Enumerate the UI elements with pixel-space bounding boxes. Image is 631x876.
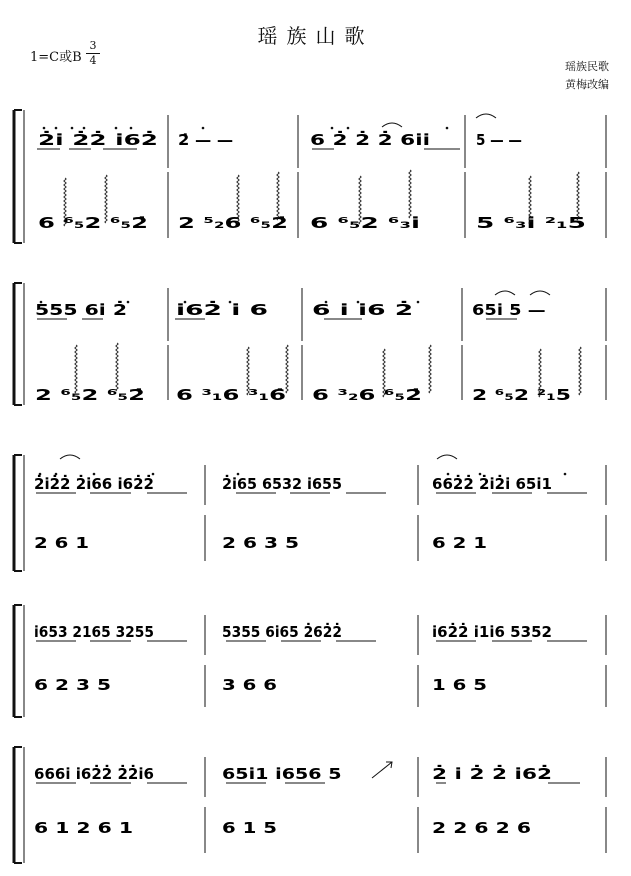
song-title: 瑶族山歌 <box>257 24 374 48</box>
system-1-accomp-measure-1: 6 ⁶₅2 ⁶₅2̇ <box>38 214 148 232</box>
system-2-melody-measure-1: 555 6i̇ 2̇ <box>35 301 103 319</box>
octave-dot-above <box>564 473 567 476</box>
system-4-accomp-measure-1: 6 2 3 5 <box>34 676 111 694</box>
octave-dot-above <box>130 127 133 130</box>
system-1-melody-measure-4: 5 — — <box>476 131 522 149</box>
system-5-accomp-measure-3: 2 2 6 2 6 <box>432 819 531 837</box>
system-5-melody-measure-2: 65i̇1 i̇656 5 <box>222 765 342 783</box>
system-3-accomp-measure-2: 2 6 3 5 <box>222 534 299 552</box>
tie-arc <box>530 291 550 295</box>
system-1-melody-measure-1: 2̇i̇ 2̇2̇ i̇62̇ <box>38 131 111 149</box>
system-3-melody-measure-2: 2̇i̇65 6532 i̇655 <box>222 475 348 493</box>
octave-dot-above <box>40 301 43 304</box>
octave-dot-above <box>447 473 450 476</box>
system-2-melody-measure-2: i̇62̇ i̇ 6 <box>176 301 229 319</box>
octave-dot-above <box>55 473 58 476</box>
arranger-credit: 黄梅改编 <box>565 78 609 91</box>
octave-dot-above <box>202 127 205 130</box>
arpeggio-mark <box>579 347 581 395</box>
octave-dot-above <box>71 127 74 130</box>
system-3-accomp-measure-3: 6 2 1 <box>432 534 487 552</box>
octave-dot-above <box>347 127 350 130</box>
system-1-accomp-measure-4: 5 ⁶₃i̇ ²₁5 <box>476 214 586 232</box>
system-3-melody-measure-3: 662̇2̇ 2̇i̇2̇i̇ 65i̇1 <box>432 475 552 493</box>
octave-dot-above <box>229 301 232 304</box>
system-1-accomp-measure-3: 6 ⁶₅2 ⁶₃i̇ <box>310 214 420 232</box>
octave-dot-above <box>479 473 482 476</box>
octave-dot-above <box>39 473 42 476</box>
arpeggio-mark <box>577 172 579 220</box>
system-2-melody-measure-4: 65i̇ 5 — <box>472 301 546 319</box>
system-1-melody-measure-3: 6 2̇ 2̇ 2̇ 6i̇i̇ <box>310 131 394 149</box>
octave-dot-above <box>93 473 96 476</box>
octave-dot-above <box>184 301 187 304</box>
tie-arc <box>476 114 496 118</box>
system-4-melody-measure-3: i̇62̇2̇ i̇1i̇6 5352 <box>432 623 552 641</box>
system-3-accomp-measure-1: 2 6 1 <box>34 534 89 552</box>
time-signature-bottom: 4 <box>89 54 97 67</box>
system-1-melody-measure-2: 2̇ — — <box>178 131 234 149</box>
octave-dot-above <box>446 127 449 130</box>
origin-credit: 瑶族民歌 <box>565 60 609 73</box>
system-2-accomp-measure-3: 6 ³₂6 ⁶₅2̇ <box>312 386 422 404</box>
octave-dot-above <box>152 473 155 476</box>
system-5-melody-measure-3: 2̇ i̇ 2̇ 2̇ i̇62̇ <box>432 765 516 783</box>
octave-dot-above <box>83 127 86 130</box>
octave-dot-above <box>325 301 328 304</box>
glide-mark <box>372 762 392 778</box>
arpeggio-mark <box>429 345 431 393</box>
octave-dot-above <box>331 127 334 130</box>
tie-arc <box>60 455 80 459</box>
system-2-accomp-measure-2: 6 ³₁6 ³₁6̇ <box>176 386 286 404</box>
system-4-accomp-measure-2: 3 6 6 <box>222 676 277 694</box>
tie-arc <box>382 123 402 127</box>
octave-dot-above <box>357 301 360 304</box>
octave-dot-above <box>55 127 58 130</box>
system-2-accomp-measure-4: 2 ⁶₅2 ²₁5 <box>472 386 571 404</box>
system-4-melody-measure-2: 5355 6i̇65 2̇62̇2̇ <box>222 623 353 641</box>
arpeggio-mark <box>277 172 279 220</box>
system-4-melody-measure-1: i̇653 2165 3255 <box>34 623 154 641</box>
system-4-accomp-measure-3: 1 6 5 <box>432 676 487 694</box>
arpeggio-mark <box>286 345 288 393</box>
system-5-accomp-measure-2: 6 1 5 <box>222 819 277 837</box>
system-1-accomp-measure-2: 2 ⁵₂6 ⁶₅2̇ <box>178 214 288 232</box>
octave-dot-above <box>417 301 420 304</box>
system-2-accomp-measure-1: 2 ⁶₅2 ⁶₅2̇ <box>35 386 145 404</box>
system-2-melody-measure-3: 6 i̇ i̇6 2̇ <box>312 301 370 319</box>
time-signature-top: 3 <box>89 39 97 52</box>
key-signature: 1=C或B <box>30 50 82 65</box>
tie-arc <box>437 455 457 459</box>
system-5-accomp-measure-1: 6 1 2 6 1 <box>34 819 133 837</box>
octave-dot-above <box>127 301 130 304</box>
octave-dot-above <box>43 127 46 130</box>
octave-dot-above <box>237 473 240 476</box>
arpeggio-mark <box>116 343 118 391</box>
arpeggio-mark <box>409 170 411 218</box>
tie-arc <box>495 291 515 295</box>
octave-dot-above <box>115 127 118 130</box>
system-5-melody-measure-1: 666i̇ i̇62̇2̇ 2̇2̇i̇6 <box>34 765 154 783</box>
system-3-melody-measure-1: 2̇i̇2̇2̇ 2̇i̇66 i̇62̇2̇ <box>34 475 154 493</box>
